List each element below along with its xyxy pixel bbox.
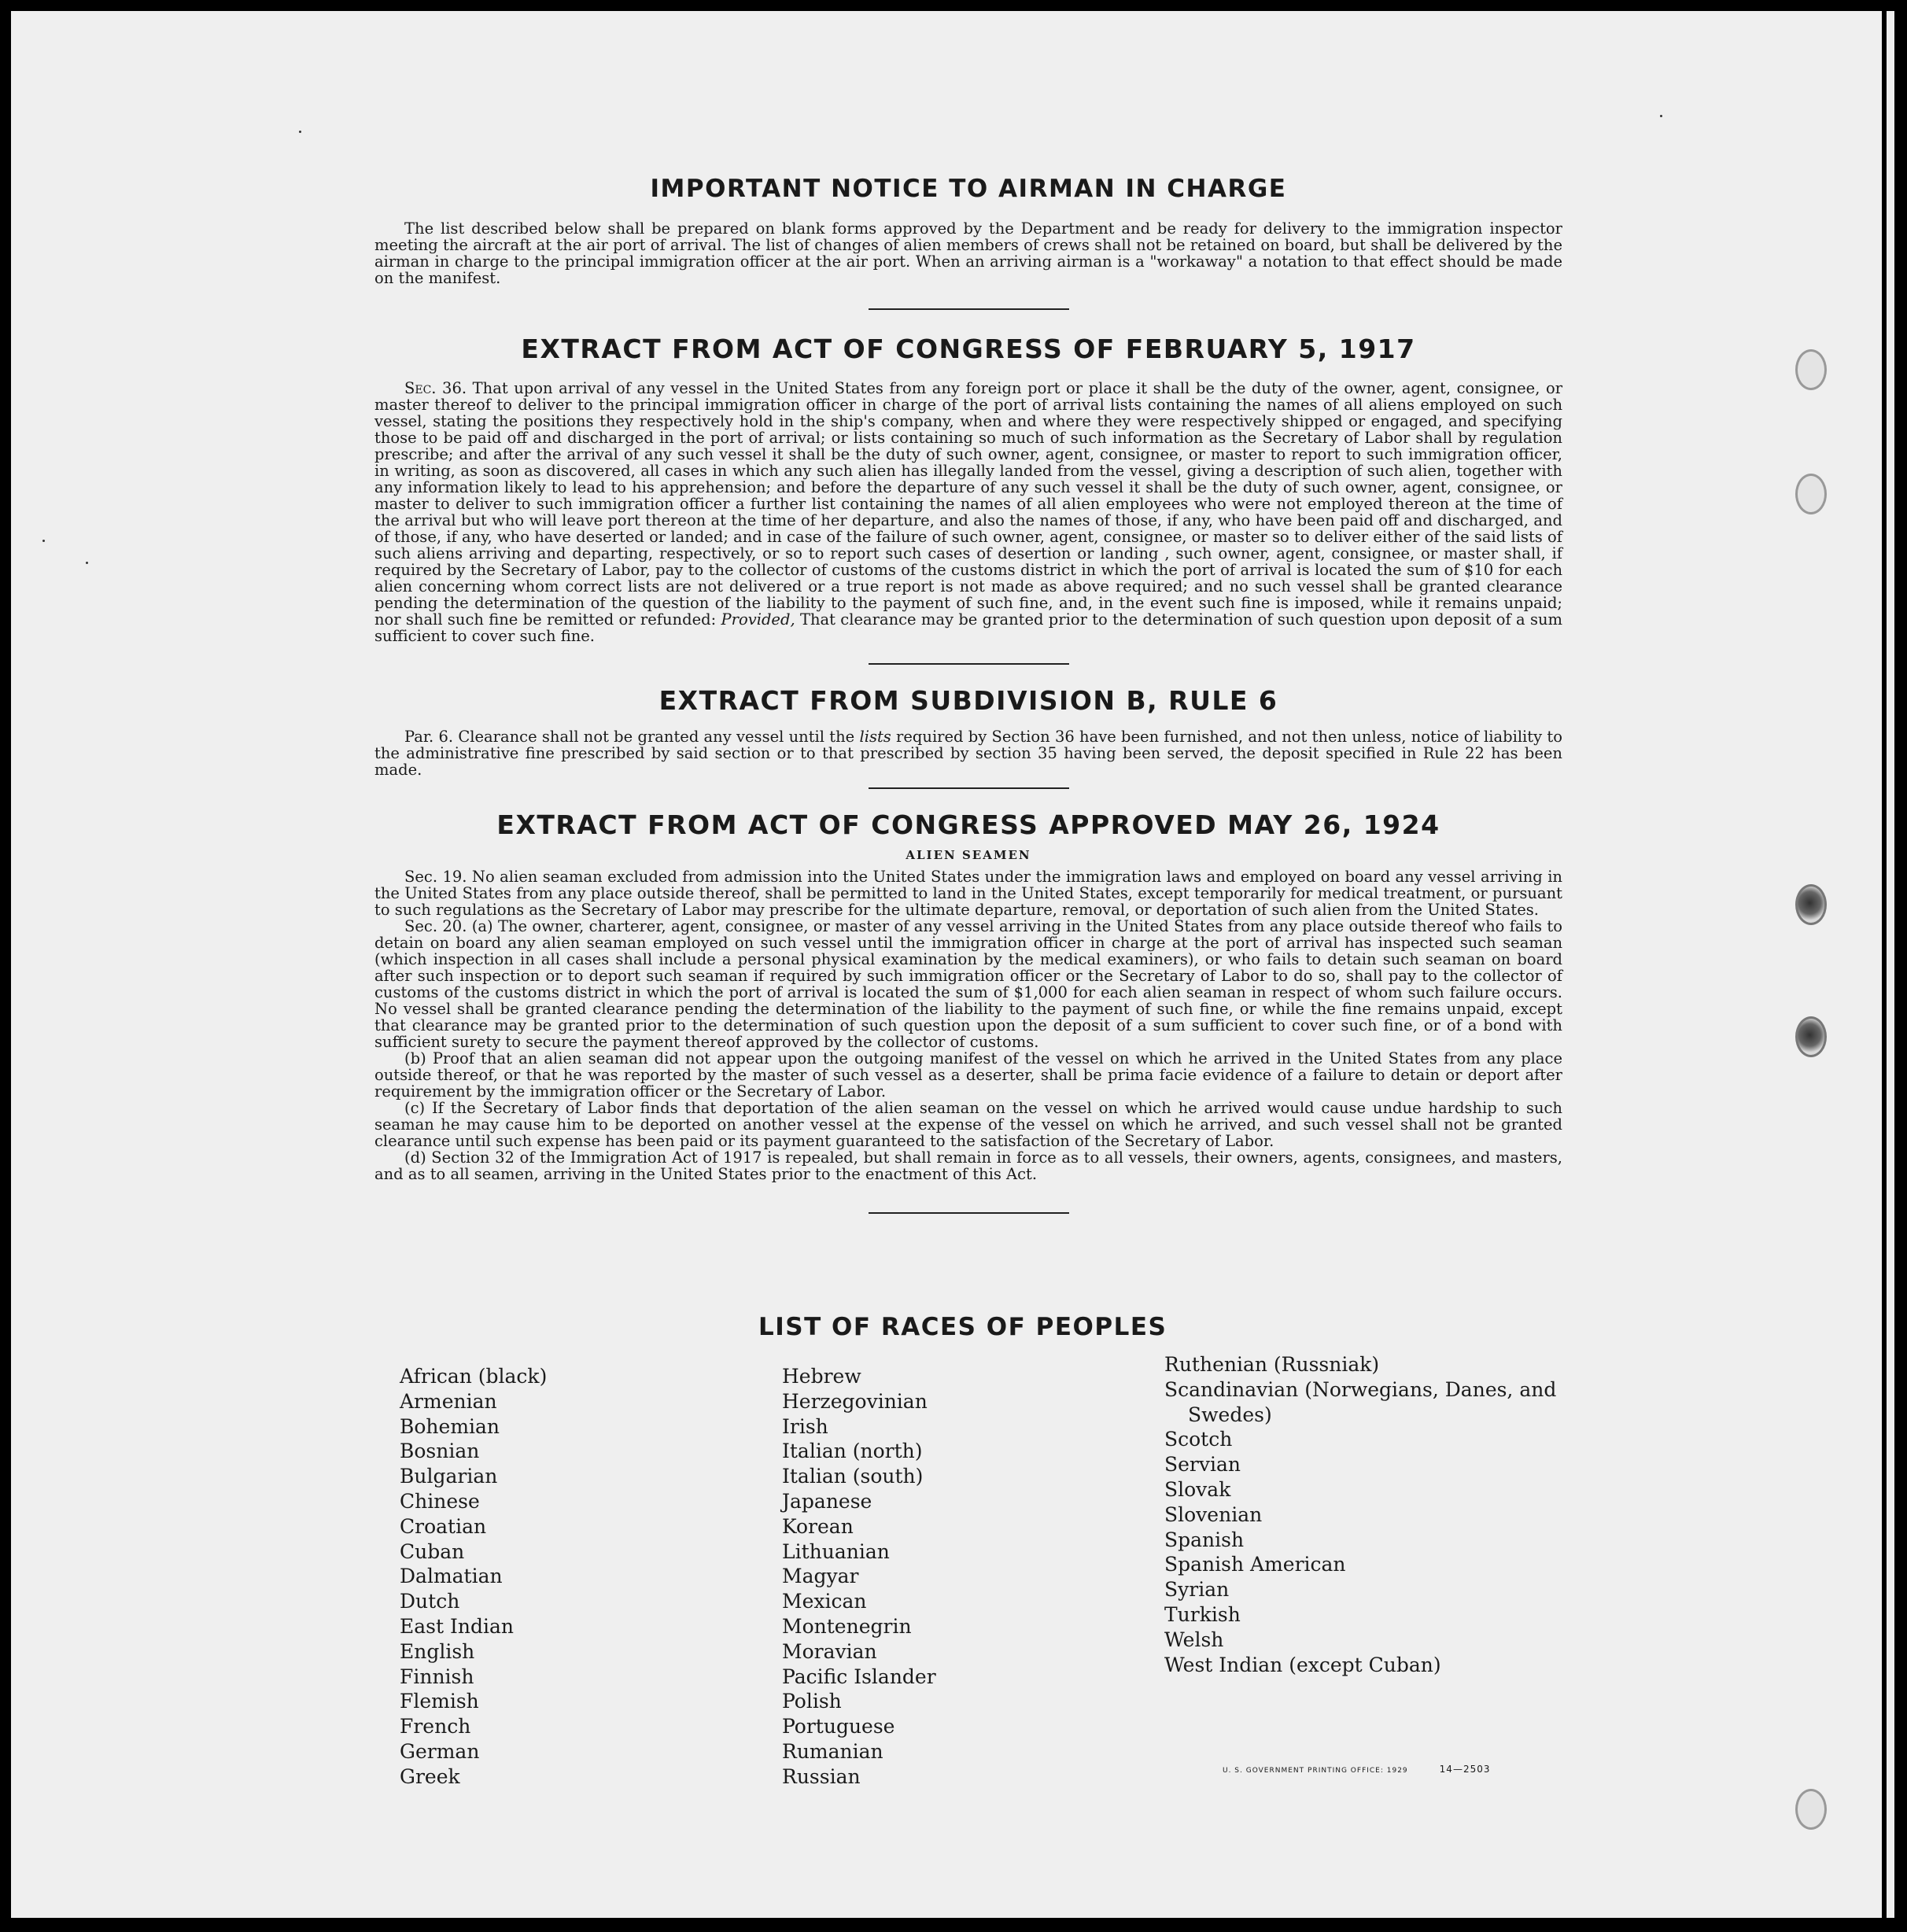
race-item: Chinese xyxy=(400,1489,480,1513)
section-20d-text: (d) Section 32 of the Immigration Act of 1917 is repealed, but shall remain in force as to all vessels, their owners, agents, consignees, and masters, and as to all seamen, arriving in the United States prior to the enactment of this Act. xyxy=(374,1149,1562,1183)
race-item: Montenegrin xyxy=(782,1614,912,1638)
race-item: Italian (south) xyxy=(782,1465,924,1488)
race-item: Japanese xyxy=(782,1489,872,1513)
race-item: Flemish xyxy=(400,1690,479,1713)
extract-1917-title: EXTRACT FROM ACT OF CONGRESS OF FEBRUARY 5, 1917 xyxy=(521,334,1416,364)
race-item: Bohemian xyxy=(400,1414,500,1438)
race-item: Polish xyxy=(782,1690,842,1713)
punch-hole xyxy=(1795,349,1827,390)
alien-seamen-subtitle: ALIEN SEAMEN xyxy=(906,848,1031,862)
race-item: Irish xyxy=(782,1414,828,1438)
race-item: Rumanian xyxy=(782,1739,883,1763)
race-item: Bulgarian xyxy=(400,1465,498,1488)
race-item: Pacific Islander xyxy=(782,1665,936,1688)
race-item: Korean xyxy=(782,1514,854,1538)
race-item: Portuguese xyxy=(782,1715,895,1738)
section-36-text: Sec. 36. That upon arrival of any vessel in the United States from any foreign port or place it shall be the duty of the owner, agent, consignee, or master thereof to deliver to the principal immigration officer in charge of the port of arrival lists containing the names of all aliens employed on such vessel, stating the positions they respectively hold in the ship's company, when and where they were respectively shipped or engaged, and specifying those to be paid off and discharged in the port of arrival; or lists containing so much of such information as the Secretary of Labor shall by regulation prescribe; and after the arrival of any such vessel it shall be the duty of such owner, agent, consignee, or master to report to such immigration officer, in writing, as soon as discovered, all cases in which any such alien has illegally landed from the vessel, giving a description of such alien, together with any information likely to lead to his apprehension; and before the departure of any such vessel it shall be the duty of such owner, agent, consignee, or master to deliver to such immigration officer a further list containing the names of all alien employees who were not employed thereon at the time of the arrival but who will leave port thereon at the time of her departure, and also the names of those, if any, who have been paid off and discharged, and of those, if any, who have deserted or landed; and in case of the failure of such owner, agent, consignee, or master so to deliver either of the said lists of such aliens arriving and departing, respectively, or so to report such cases of desertion or landing , such owner, agent, consignee, or master shall, if required by the Secretary of Labor, pay to the collector of customs of the customs district in which the port of arrival is located the sum of $10 for each alien concerning whom correct lists are not delivered or a true report is not made as above required; and no such vessel shall be granted clearance pending the determination of the question of the liability to the payment of such fine, and, in the event such fine is imposed, while it remains unpaid; nor shall such fine be remitted or refunded: Provided, That clearance may be granted prior to the determination of such question upon deposit of a sum sufficient to cover such fine. xyxy=(374,379,1563,645)
race-item: Armenian xyxy=(400,1389,497,1413)
race-item: Herzegovinian xyxy=(782,1389,928,1413)
race-item: Welsh xyxy=(1164,1628,1224,1651)
race-item: French xyxy=(400,1715,471,1738)
punch-hole xyxy=(1795,474,1827,514)
race-item: Croatian xyxy=(400,1514,487,1538)
race-item: Spanish xyxy=(1164,1528,1245,1551)
notice-text: The list described below shall be prepared on blank forms approved by the Department and be ready for delivery to the immigration inspector meeting the aircraft at the air port of arrival. The list of changes of alien members of crews shall not be retained on board, but shall be delivered by the airman in charge to the principal immigration officer at the air port. When an arriving airman is a "workaway" a notation to that effect should be made on the manifest. xyxy=(374,219,1562,287)
document-body xyxy=(374,160,1562,1214)
divider xyxy=(869,663,1069,665)
race-item: Lithuanian xyxy=(782,1539,890,1563)
race-item: Slovenian xyxy=(1164,1502,1263,1526)
punch-hole xyxy=(1795,1016,1827,1057)
notice-title: IMPORTANT NOTICE TO AIRMAN IN CHARGE xyxy=(650,175,1287,203)
race-item: African (black) xyxy=(400,1365,548,1388)
section-19-text: Sec. 19. No alien seaman excluded from admission into the United States under the immigration laws and employed on board any vessel arriving in the United States from any place outside thereof, shall be permitted to land in the United States, except temporarily for medical treatment, or pursuant to such regulations as the Secretary of Labor may prescribe for the ultimate departure, removal, or deportation of such alien from the United States. xyxy=(374,868,1562,919)
document-page xyxy=(11,11,1894,1918)
divider xyxy=(869,787,1069,789)
divider xyxy=(869,308,1069,310)
races-title: LIST OF RACES OF PEOPLES xyxy=(758,1313,1167,1341)
race-item: Slovak xyxy=(1164,1477,1231,1501)
race-item: Finnish xyxy=(400,1665,474,1688)
race-item: Scandinavian (Norwegians, Danes, and Swedes) xyxy=(1164,1377,1557,1426)
race-item: Cuban xyxy=(400,1539,465,1563)
race-item: Russian xyxy=(782,1764,861,1788)
race-item: Turkish xyxy=(1164,1602,1241,1626)
section-20c-text: (c) If the Secretary of Labor finds that deportation of the alien seaman on the vessel on which he arrived would cause undue hardship to such seaman he may cause him to be deported on another vessel at the expense of the vessel on which he arrived, and such vessel shall not be granted clearance until such expense has been paid or its payment guaranteed to the satisfaction of the Secretary of Labor. xyxy=(374,1099,1562,1150)
section-20b-text: (b) Proof that an alien seaman did not appear upon the outgoing manifest of the vessel on which he arrived in the United States from any place outside thereof, or that he was reported by the master of such vessel as a deserter, shall be prima facie evidence of a failure to detain or deport after requirement by the immigration officer or the Secretary of Labor. xyxy=(374,1049,1562,1101)
rule-6-text: Par. 6. Clearance shall not be granted any vessel until the lists required by Section 36 have been furnished, and not then unless, notice of liability to the administrative fine prescribed by said section or to that prescribed by section 35 having been served, the deposit specified in Rule 22 has been made. xyxy=(374,728,1562,779)
race-item: East Indian xyxy=(400,1614,514,1638)
extract-1924-title: EXTRACT FROM ACT OF CONGRESS APPROVED MAY 26, 1924 xyxy=(496,809,1440,840)
race-item: Magyar xyxy=(782,1565,859,1588)
race-item: Syrian xyxy=(1164,1578,1230,1602)
race-item: Bosnian xyxy=(400,1440,480,1463)
race-item: English xyxy=(400,1639,475,1663)
rule-6-title: EXTRACT FROM SUBDIVISION B, RULE 6 xyxy=(658,685,1278,716)
page-border xyxy=(1882,11,1887,1918)
race-item: Moravian xyxy=(782,1639,877,1663)
race-item: West Indian (except Cuban) xyxy=(1164,1653,1441,1676)
race-item: Dalmatian xyxy=(400,1565,503,1588)
race-item: German xyxy=(400,1739,480,1763)
section-20a-text: Sec. 20. (a) The owner, charterer, agent, consignee, or master of any vessel arriving in the United States from any place outside thereof who fails to detain on board any alien seaman employed on such vessel until the immigration officer in charge at the port of arrival has inspected such seaman (which inspection in all cases shall include a personal physical examination by the medical examiners), or who fails to detain such seaman on board after such inspection or to deport such seaman if required by such immigration officer or the Secretary of Labor to do so, shall pay to the collector of customs of the customs district in which the port of arrival is located the sum of $1,000 for each alien seaman in respect of whom such failure occurs. No vessel shall be granted clearance pending the determination of the liability to the payment of such fine, or while the fine remains unpaid, except that clearance may be granted prior to the determination of such question upon the deposit of a sum sufficient to cover such fine, or of a bond with sufficient surety to secure the payment thereof approved by the collector of customs. xyxy=(374,917,1562,1051)
punch-hole xyxy=(1795,1789,1827,1830)
race-item: Dutch xyxy=(400,1590,460,1613)
races-column-2 xyxy=(782,1364,936,1790)
races-column-3 xyxy=(1164,1352,1558,1677)
race-item: Servian xyxy=(1164,1453,1241,1477)
printer-footer: U. S. GOVERNMENT PRINTING OFFICE: 1929 14—2503 xyxy=(1223,1764,1491,1775)
race-item: Mexican xyxy=(782,1590,867,1613)
race-item: Scotch xyxy=(1164,1428,1233,1451)
race-item: Spanish American xyxy=(1164,1553,1346,1576)
race-item: Hebrew xyxy=(782,1365,861,1388)
race-item: Ruthenian (Russniak) xyxy=(1164,1353,1380,1376)
race-item: Greek xyxy=(400,1764,460,1788)
punch-hole xyxy=(1795,884,1827,925)
divider xyxy=(869,1212,1069,1214)
race-item: Italian (north) xyxy=(782,1440,923,1463)
races-column-1 xyxy=(400,1364,547,1790)
